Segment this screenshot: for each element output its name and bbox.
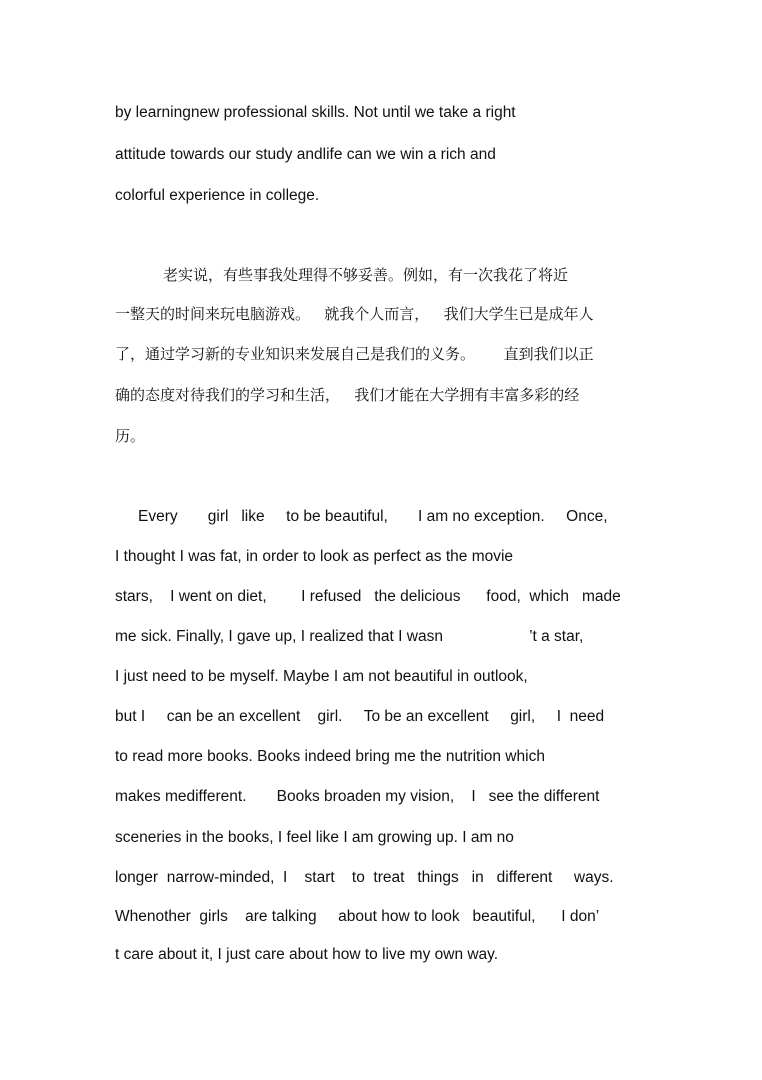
text-line: I thought I was fat, in order to look as perfect as the movie — [115, 548, 514, 565]
text-line: I just need to be myself. Maybe I am not beautiful in outlook, — [115, 668, 528, 685]
text-line: Every girl like to be beautiful, I am no exception. Once, — [138, 508, 608, 525]
text-line: attitude towards our study andlife can we win a rich and — [115, 146, 496, 163]
text-line: to read more books. Books indeed bring me the nutrition which — [115, 748, 545, 765]
text-line: 老实说，有些事我处理得不够妥善。例如，有一次我花了将近 — [163, 266, 569, 284]
text-line: by learningnew professional skills. Not until we take a right — [115, 104, 516, 121]
text-line: colorful experience in college. — [115, 187, 320, 204]
text-line: 一整天的时间来玩电脑游戏。 就我个人而言， 我们大学生已是成年人 — [115, 305, 594, 323]
text-line: sceneries in the books, I feel like I am growing up. I am no — [115, 829, 514, 846]
text-line: t care about it, I just care about how to live my own way. — [115, 946, 499, 963]
text-line: 历。 — [115, 427, 146, 445]
text-line: 确的态度对待我们的学习和生活， 我们才能在大学拥有丰富多彩的经 — [115, 386, 580, 404]
text-line: stars, I went on diet, I refused the delicious food, which made — [115, 588, 621, 605]
text-line: makes medifferent. Books broaden my vision, I see the different — [115, 788, 600, 805]
text-line: but I can be an excellent girl. To be an excellent girl, I need — [115, 708, 605, 725]
text-line: longer narrow-minded, I start to treat things in different ways. — [115, 869, 614, 886]
text-line: Whenother girls are talking about how to look beautiful, I don’ — [115, 908, 600, 925]
text-line: me sick. Finally, I gave up, I realized that I wasn ’t a star, — [115, 628, 584, 645]
text-line: 了，通过学习新的专业知识来发展自己是我们的义务。 直到我们以正 — [115, 345, 594, 363]
